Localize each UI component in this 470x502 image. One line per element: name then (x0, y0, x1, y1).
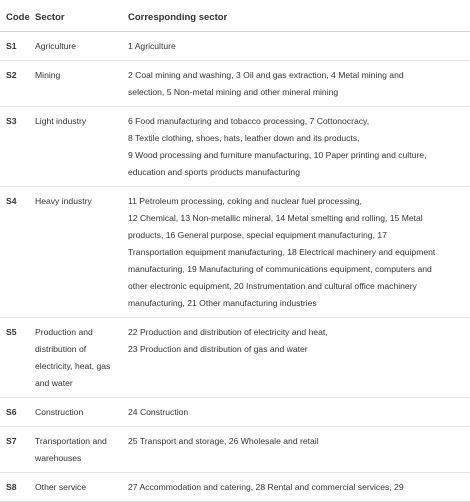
corresponding-text-line: selection, 5 Non-metal mining and other mineral mining (128, 87, 339, 97)
sector-text-line: distribution of (35, 344, 87, 354)
table-row (0, 61, 470, 107)
row-sector (29, 32, 124, 61)
row-corresponding-sector (124, 187, 470, 318)
row-code: S6 (0, 398, 29, 427)
row-sector (29, 107, 124, 187)
corresponding-text-line: manufacturing, 21 Other manufacturing industries (128, 298, 317, 308)
row-code: S4 (0, 187, 29, 318)
header-row (0, 0, 470, 32)
corresponding-text-line: 9 Wood processing and furniture manufacturing, 10 Paper printing and culture, (128, 150, 427, 160)
corresponding-text-line: 25 Transport and storage, 26 Wholesale and retail (128, 436, 319, 446)
corresponding-text-line: 23 Production and distribution of gas and water (128, 344, 308, 354)
corresponding-text-line: 2 Coal mining and washing, 3 Oil and gas extraction, 4 Metal mining and (128, 70, 404, 80)
corresponding-text-line: products, 16 General purpose, special equipment manufacturing, 17 (128, 230, 387, 240)
row-corresponding-sector (124, 107, 470, 187)
row-corresponding-sector (124, 398, 470, 427)
table-body (0, 32, 470, 502)
row-sector (29, 318, 124, 398)
row-sector (29, 61, 124, 107)
row-code: S1 (0, 32, 29, 61)
corresponding-text-line: 22 Production and distribution of electricity and heat, (128, 327, 328, 337)
row-corresponding-sector (124, 61, 470, 107)
row-corresponding-sector (124, 32, 470, 61)
row-code: S7 (0, 427, 29, 473)
row-code: S3 (0, 107, 29, 187)
table-row (0, 473, 470, 502)
sector-text-line: Transportation and (35, 436, 107, 446)
row-corresponding-sector (124, 473, 470, 502)
corresponding-text-line: 6 Food manufacturing and tobacco processing, 7 Cottonocracy, (128, 116, 370, 126)
table-row (0, 187, 470, 318)
table-header (0, 0, 470, 32)
corresponding-text-line: 1 Agriculture (128, 41, 176, 51)
corresponding-text-line: 11 Petroleum processing, coking and nuclear fuel processing, (128, 196, 362, 206)
corresponding-text-line: manufacturing, 19 Manufacturing of communications equipment, computers and (128, 264, 432, 274)
corresponding-text-line: Transportation equipment manufacturing, 18 Electrical machinery and equipment (128, 247, 436, 257)
table-row (0, 427, 470, 473)
row-sector (29, 398, 124, 427)
header-corresponding-sector: Corresponding sector (124, 0, 470, 32)
row-code: S5 (0, 318, 29, 398)
corresponding-text-line: 8 Textile clothing, shoes, hats, leather down and its products, (128, 133, 360, 143)
table-row (0, 32, 470, 61)
sector-text-line: Production and (35, 327, 93, 337)
header-sector: Sector (29, 0, 124, 32)
corresponding-text-line: 24 Construction (128, 407, 189, 417)
row-corresponding-sector (124, 427, 470, 473)
row-code: S8 (0, 473, 29, 502)
sector-text-line: Construction (35, 407, 84, 417)
table-row (0, 398, 470, 427)
sector-text-line: and water (35, 378, 73, 388)
sector-text-line: Heavy industry (35, 196, 92, 206)
table-row (0, 107, 470, 187)
row-sector (29, 427, 124, 473)
sector-text-line: warehouses (35, 453, 82, 463)
row-sector (29, 187, 124, 318)
row-code: S2 (0, 61, 29, 107)
sector-text-line: Mining (35, 70, 61, 80)
table-row (0, 318, 470, 398)
sector-text-line: electricity, heat, gas (35, 361, 111, 371)
corresponding-text-line: 27 Accommodation and catering, 28 Rental and commercial services, 29 (128, 482, 404, 492)
sector-text-line: Agriculture (35, 41, 77, 51)
corresponding-text-line: education and sports products manufacturing (128, 167, 300, 177)
sector-text-line: Light industry (35, 116, 87, 126)
header-code: Code (0, 0, 29, 32)
row-corresponding-sector (124, 318, 470, 398)
corresponding-text-line: 12 Chemical, 13 Non-metallic mineral, 14 Metal smelting and rolling, 15 Metal (128, 213, 423, 223)
row-sector (29, 473, 124, 502)
sector-text-line: Other service (35, 482, 87, 492)
corresponding-text-line: other electronic equipment, 20 Instrumentation and cultural office machinery (128, 281, 417, 291)
